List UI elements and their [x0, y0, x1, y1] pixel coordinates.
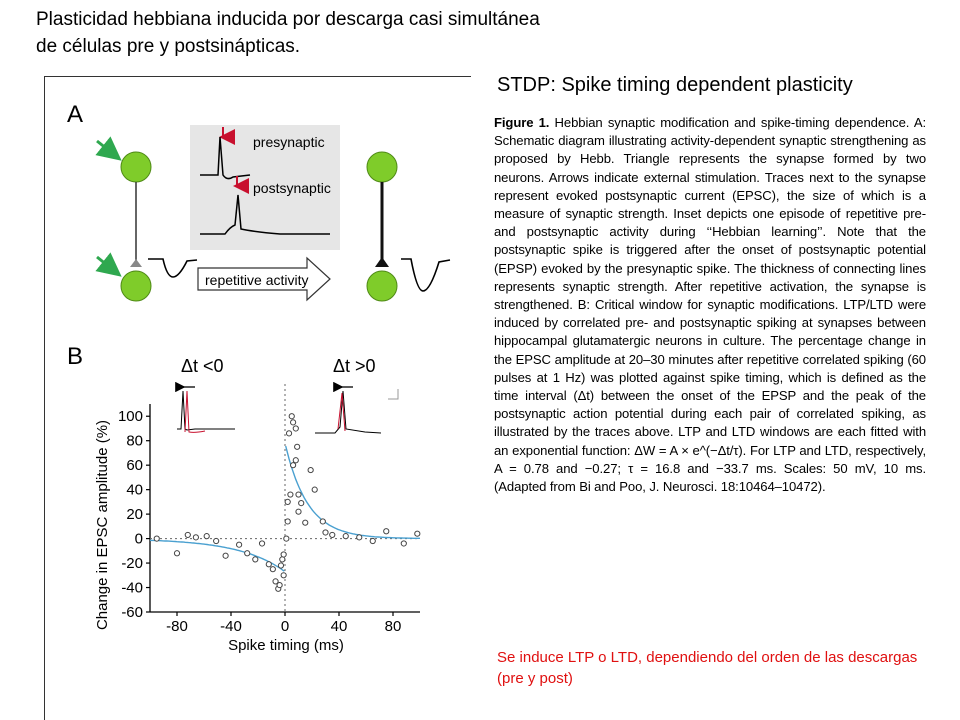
data-point	[296, 492, 301, 497]
data-point	[185, 532, 190, 537]
data-point	[253, 557, 258, 562]
panel-b-label: B	[67, 343, 84, 370]
stdp-chart	[118, 384, 420, 635]
data-point	[312, 487, 317, 492]
data-point	[291, 463, 296, 468]
data-point	[295, 444, 300, 449]
stim-arrow-upper	[97, 141, 117, 157]
data-point	[357, 535, 362, 540]
neuron-post-right	[367, 271, 397, 301]
data-point	[299, 501, 304, 506]
x-axis-label: Spike timing (ms)	[228, 637, 344, 654]
data-point	[330, 532, 335, 537]
neuron-pre-right	[367, 152, 397, 182]
data-point	[277, 582, 282, 587]
stim-arrow-lower	[97, 257, 117, 273]
data-point	[401, 541, 406, 546]
dt-positive-label: Δt >0	[333, 356, 376, 376]
data-point	[285, 499, 290, 504]
data-point	[193, 535, 198, 540]
data-point	[237, 542, 242, 547]
y-tick-label: -40	[121, 579, 143, 597]
data-point	[214, 538, 219, 543]
x-tick-label: 80	[384, 618, 402, 635]
y-tick-label: 60	[126, 457, 143, 475]
y-tick-label: 100	[117, 408, 143, 426]
caption-figure-label: Figure 1.	[494, 115, 550, 130]
data-point	[308, 467, 313, 472]
data-point	[296, 509, 301, 514]
data-point	[281, 573, 286, 578]
neuron-post-left	[121, 271, 151, 301]
data-point	[259, 541, 264, 546]
stdp-title: STDP: Spike timing dependent plasticity	[497, 74, 853, 96]
x-tick-label: 40	[330, 618, 348, 635]
data-point	[280, 557, 285, 562]
inset-presynaptic-label: presynaptic	[253, 134, 325, 150]
data-point	[174, 551, 179, 556]
note-text: Se induce LTP o LTD, dependiendo del orden de las descargas (pre y post)	[497, 649, 918, 687]
data-point	[289, 414, 294, 419]
synapse-triangle-left	[130, 259, 142, 267]
data-point	[293, 426, 298, 431]
y-tick-label: -60	[121, 604, 143, 621]
data-point	[323, 530, 328, 535]
x-tick-label: -80	[166, 618, 188, 635]
data-point	[223, 553, 228, 558]
y-tick-label: 0	[134, 530, 143, 548]
y-tick-label: 40	[126, 481, 143, 499]
data-point	[285, 519, 290, 524]
data-point	[303, 520, 308, 525]
data-point	[343, 534, 348, 539]
data-point	[286, 431, 291, 436]
data-point	[154, 536, 159, 541]
data-point	[204, 534, 209, 539]
panel-a-label: A	[67, 101, 84, 128]
data-point	[291, 420, 296, 425]
y-tick-label: 80	[126, 432, 143, 450]
data-point	[284, 536, 289, 541]
data-point	[415, 531, 420, 536]
slide-title: Plasticidad hebbiana inducida por descarga casi simultánea de células pre y postsinápticas.	[36, 9, 540, 57]
epsc-trace-left	[148, 259, 197, 277]
data-point	[270, 567, 275, 572]
inset-postsynaptic-label: postsynaptic	[253, 180, 331, 196]
trace-dt-negative-red	[185, 391, 205, 432]
data-point	[288, 492, 293, 497]
y-tick-label: -20	[121, 555, 143, 573]
neuron-pre-left	[121, 152, 151, 182]
y-axis-label: Change in EPSC amplitude (%)	[94, 419, 111, 631]
scale-bar	[388, 389, 398, 399]
repetitive-activity-label: repetitive activity	[205, 272, 309, 288]
data-point	[266, 562, 271, 567]
dt-negative-label: Δt <0	[181, 356, 224, 376]
y-tick-label: 20	[126, 506, 143, 524]
x-tick-label: 0	[280, 618, 290, 635]
figure-panels	[45, 77, 471, 720]
trace-dt-positive	[315, 391, 381, 433]
epsc-trace-right	[401, 259, 450, 291]
data-point	[320, 519, 325, 524]
data-point	[293, 458, 298, 463]
data-point	[245, 551, 250, 556]
x-tick-label: -40	[220, 618, 242, 635]
caption-text: Hebbian synaptic modification and spike-timing dependence. A: Schematic diagram illustrating activity-dependent synaptic strengthening as proposed by Hebb. Triangle represents the synapse formed by two neurons. Arrows indicate external stimulation. Traces next to the synapse represent evoked postsynaptic current (EPSC), the size of which is a measure of synaptic strength. Inset depicts one episode of repetitive pre- and postsynaptic activity during ‘‘Hebbian learning’’. Note that the postsynaptic spike is triggered after the onset of postsynaptic potential (EPSP) evoked by the presynaptic spike. The thickness of connecting lines represents synaptic strength. After repetitive activation, the synapse is strengthened. B: Critical window for synaptic modifications. LTP/LTD were induced by correlated pre- and postsynaptic spiking at synapses between hippocampal glutamatergic neurons in culture. The percentage change in the EPSC amplitude at 20–30 minutes after repetitive correlated spiking (60 pulses at 1 Hz) was plotted against spike timing, which is defined as the time interval (Δt) between the onset of the EPSP and the peak of the postsynaptic action potential during each pair of correlated spiking, as illustrated by the traces above. LTP and LTD windows are each fitted with an exponential function: ΔW = A × e^(−Δt/τ). For LTP and LTD, respectively, A = 0.78 and −0.27; τ = 16.8 and −33.7 ms. Scales: 50 mV, 10 ms. (Adapted from Bi and Poo, J. Neurosci. 18:10464–10472).	[494, 115, 926, 495]
data-point	[278, 563, 283, 568]
data-point	[370, 538, 375, 543]
data-point	[281, 552, 286, 557]
synapse-triangle-right	[375, 257, 389, 267]
figure-caption	[494, 114, 926, 496]
data-point	[384, 529, 389, 534]
